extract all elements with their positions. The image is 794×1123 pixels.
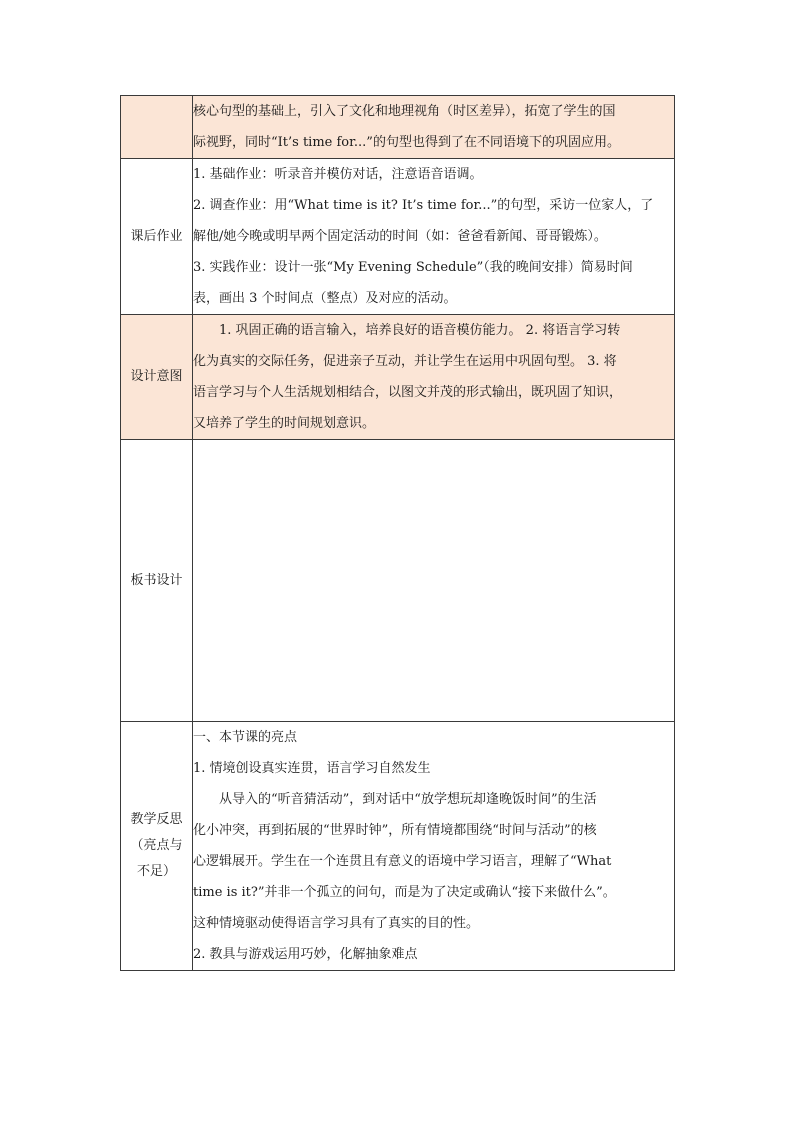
reflection-label-line-3: 不足） <box>136 864 176 879</box>
reflection-point-2: 2. 教具与游戏运用巧妙，化解抽象难点 <box>193 947 418 962</box>
reflection-content-cell <box>193 722 675 971</box>
summary-line-1: 核心句型的基础上，引入了文化和地理视角（时区差异），拓宽了学生的国 <box>193 104 616 119</box>
homework-label: 课后作业 <box>121 159 193 315</box>
homework-row <box>121 159 675 315</box>
design-intent-label: 设计意图 <box>121 315 193 440</box>
lesson-plan-table <box>120 95 675 971</box>
homework-item-survey-1: 2. 调查作业：用“What time is it? It’s time for...”的句型，采访一位家人，了 <box>193 198 654 213</box>
design-intent-line-1: 1. 巩固正确的语言输入，培养良好的语音模仿能力。 2. 将语言学习转 <box>219 323 621 338</box>
summary-continued-row <box>121 96 675 159</box>
reflection-point-1: 1. 情境创设真实连贯，语言学习自然发生 <box>193 761 431 776</box>
reflection-para-line-5: 这种情境驱动使得语言学习具有了真实的目的性。 <box>193 916 480 931</box>
homework-item-survey-2: 解他/她今晚或明早两个固定活动的时间（如：爸爸看新闻、哥哥锻炼）。 <box>193 229 607 244</box>
design-intent-content-cell <box>193 315 675 440</box>
reflection-heading: 一、本节课的亮点 <box>193 730 298 745</box>
design-intent-row <box>121 315 675 440</box>
design-intent-line-2: 化为真实的交际任务，促进亲子互动，并让学生在运用中巩固句型。 3. 将 <box>193 354 617 369</box>
summary-line-2: 际视野，同时“It’s time for...”的句型也得到了在不同语境下的巩固应用。 <box>193 135 620 150</box>
reflection-para-line-3: 心逻辑展开。学生在一个连贯且有意义的语境中学习语言，理解了“What <box>193 854 612 869</box>
reflection-para-line-2: 化小冲突，再到拓展的“世界时钟”，所有情境都围绕“时间与活动”的核 <box>193 823 597 838</box>
homework-item-basic: 1. 基础作业：听录音并模仿对话，注意语音语调。 <box>193 167 483 182</box>
reflection-para-line-1: 从导入的“听音猜活动”，到对话中“放学想玩却逢晚饭时间”的生活 <box>219 792 597 807</box>
design-intent-line-4: 又培养了学生的时间规划意识。 <box>193 416 376 431</box>
reflection-row <box>121 722 675 971</box>
homework-content-cell <box>193 159 675 315</box>
board-design-row <box>121 440 675 722</box>
reflection-label-line-2: （亮点与 <box>130 838 183 853</box>
reflection-para-line-4: time is it?”并非一个孤立的问句，而是为了决定或确认“接下来做什么”。 <box>193 885 616 900</box>
summary-continued-content-cell <box>193 96 675 159</box>
board-design-label: 板书设计 <box>121 440 193 722</box>
summary-continued-label-cell <box>121 96 193 159</box>
reflection-label-cell <box>121 722 193 971</box>
homework-item-practice-2: 表，画出 3 个时间点（整点）及对应的活动。 <box>193 291 457 306</box>
board-design-content-cell <box>193 440 675 722</box>
reflection-label-line-1: 教学反思 <box>130 812 183 827</box>
design-intent-line-3: 语言学习与个人生活规划相结合，以图文并茂的形式输出，既巩固了知识， <box>193 385 623 400</box>
homework-item-practice-1: 3. 实践作业：设计一张“My Evening Schedule”（我的晚间安排）简易时间 <box>193 260 633 275</box>
